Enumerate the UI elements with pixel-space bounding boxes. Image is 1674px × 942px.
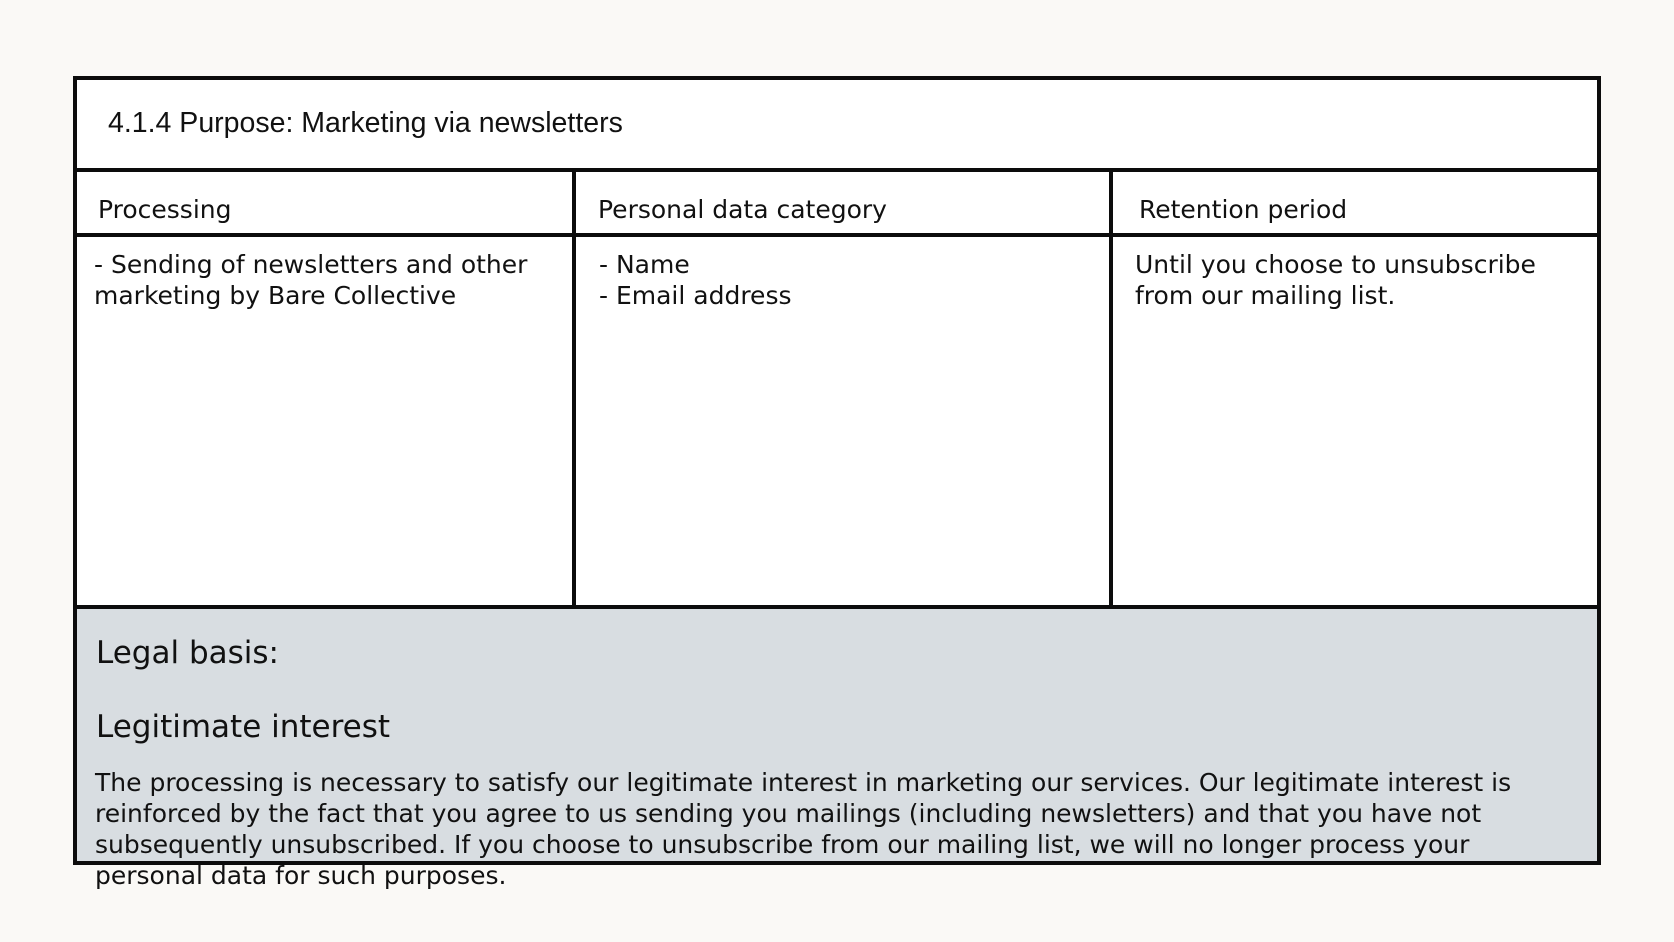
personal-data-item: - Email address bbox=[599, 281, 792, 310]
title-row bbox=[77, 80, 1597, 172]
legal-basis-heading: Legitimate interest bbox=[96, 709, 391, 745]
legal-basis-section bbox=[77, 605, 1597, 890]
section-title: 4.1.4 Purpose: Marketing via newsletters bbox=[108, 107, 623, 139]
retention-line: Until you choose to unsubscribe bbox=[1135, 250, 1536, 279]
legal-basis-label: Legal basis: bbox=[96, 635, 279, 671]
processing-line: marketing by Bare Collective bbox=[94, 281, 457, 310]
column-divider bbox=[572, 172, 576, 609]
paragraph-line: The processing is necessary to satisfy our legitimate interest in marketing our services. Our legitimate interest is bbox=[95, 768, 1512, 797]
personal-data-category-header: Personal data category bbox=[598, 195, 887, 224]
processing-header: Processing bbox=[98, 195, 232, 224]
legal-basis-paragraph bbox=[95, 767, 1511, 891]
paragraph-line: reinforced by the fact that you agree to us sending you mailings (including newsletters) and that you have not bbox=[95, 799, 1482, 828]
retention-period-cell bbox=[1135, 249, 1536, 311]
retention-period-header: Retention period bbox=[1139, 195, 1348, 224]
purpose-table bbox=[73, 76, 1601, 890]
processing-cell bbox=[94, 249, 527, 311]
paragraph-line: subsequently unsubscribed. If you choose to unsubscribe from our mailing list, we will no longer process your bbox=[95, 830, 1470, 859]
paragraph-line: personal data for such purposes. bbox=[95, 861, 507, 890]
retention-line: from our mailing list. bbox=[1135, 281, 1396, 310]
personal-data-item: - Name bbox=[599, 250, 690, 279]
personal-data-category-cell bbox=[599, 249, 792, 311]
column-divider bbox=[1109, 172, 1113, 609]
processing-line: - Sending of newsletters and other bbox=[94, 250, 528, 279]
header-row-divider bbox=[77, 233, 1597, 237]
